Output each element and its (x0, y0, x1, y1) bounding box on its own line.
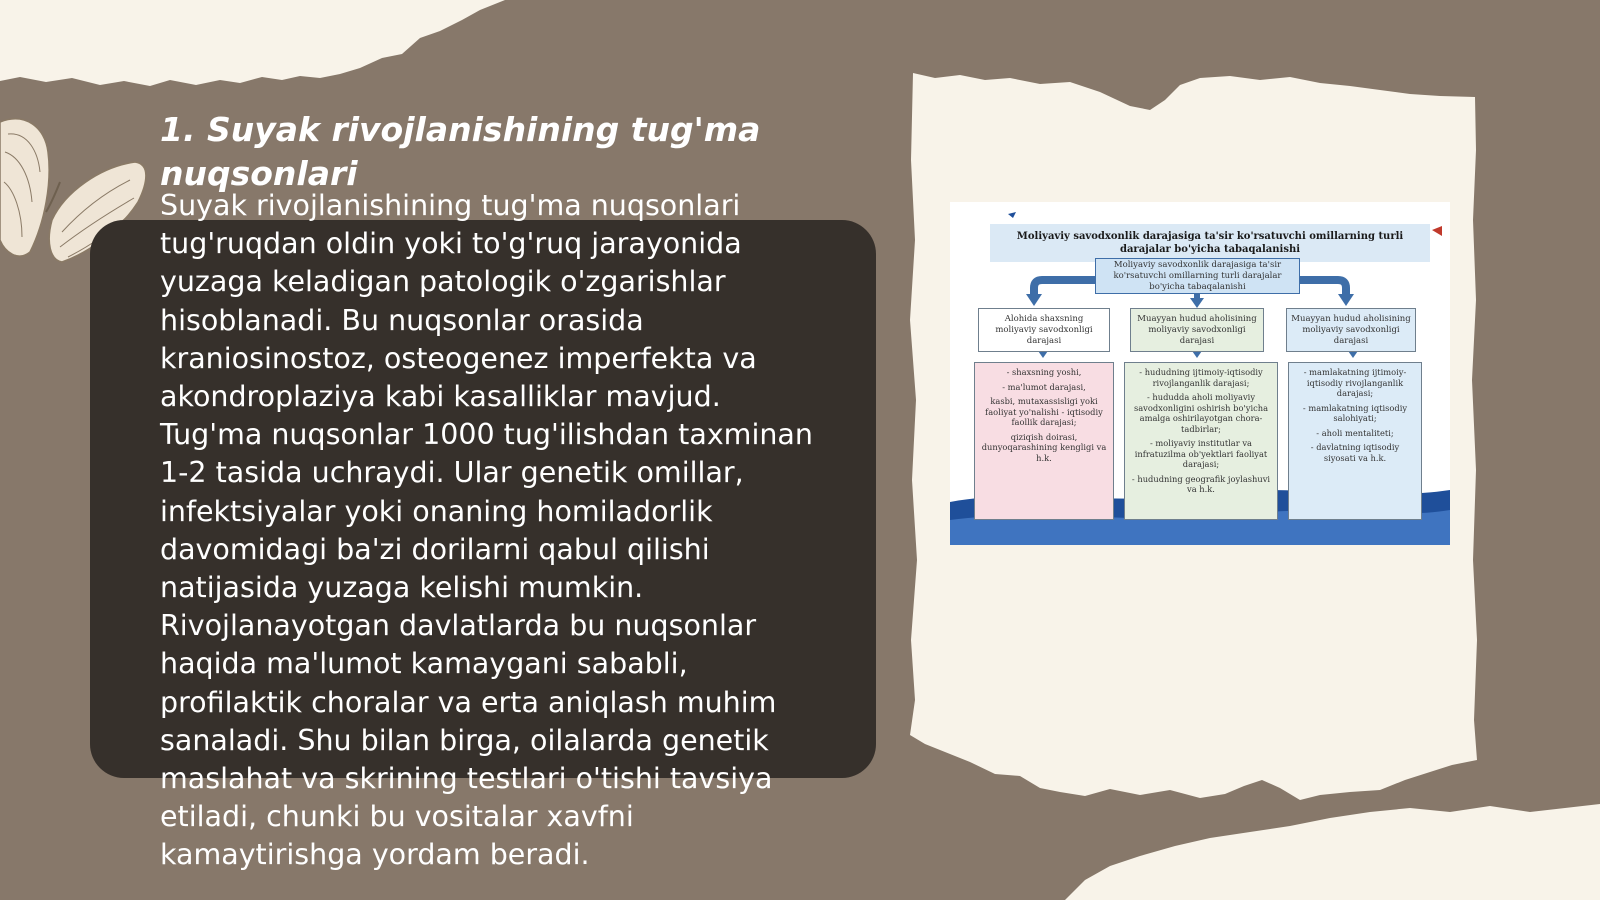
body-text: Suyak rivojlanishining tug'ma nuqsonlari tug'ruqdan oldin yoki to'g'ruq jarayonida yuzaga keladigan patologik o'zgarishlar hisoblanadi. Bu nuqsonlar orasida kraniosinostoz, osteogenez imperfekta va akondroplaziya kabi kasalliklar mavjud. Tug'ma nuqsonlar 1000 tug'ilishdan taxminan 1-2 tasida uchraydi. Ular genetik omillar, infektsiyalar yoki onaning homiladorlik davomidagi ba'zi dorilarni qabul qilishi natijasida yuzaga kelishi mumkin. Rivojlanayotgan davlatlarda bu nuqsonlar haqida ma'lumot kamaygani sababli, profilaktik choralar va erta aniqlash muhim sanaladi. Shu bilan birga, oilalarda genetik maslahat va skrining testlari o'tishi tavsiya etiladi, chunki bu vositalar xavfni kamaytirishga yordam beradi. (160, 189, 813, 872)
diagram-list-item: - mamlakatning iqtisodiy salohiyati; (1302, 402, 1408, 423)
diagram-list-item: - aholi mentaliteti; (1316, 427, 1394, 438)
diagram-list-item: - davlatning iqtisodiy siyosati va h.k. (1310, 442, 1400, 463)
diagram-list-item: - hududda aholi moliyaviy savodxonligini oshirish bo'yicha amalga oshirilayotgan chora-tadbirlar; (1133, 392, 1269, 434)
diagram-list-item: - shaxsning yoshi, (1006, 367, 1082, 377)
slide-title: 1. Suyak rivojlanishining tug'ma nuqsonlari (160, 110, 761, 193)
diagram-list-item: - moliyaviy institutlar va infratuzilma ob'yektlari faoliyat darajasi; (1134, 438, 1268, 469)
diagram-list-2 (1124, 362, 1278, 520)
diagram-image (950, 202, 1450, 545)
diagram-list-item: - mamlakatning ijtimoiy-iqtisodiy rivojlanganlik darajasi; (1303, 367, 1407, 398)
diagram-list-item: - hududning ijtimoiy-iqtisodiy rivojlanganlik darajasi; (1139, 367, 1263, 388)
arrow-left (1034, 280, 1095, 297)
diagram-level-1: Alohida shaxsning moliyaviy savodxonligi darajasi (978, 308, 1110, 352)
diagram-title: Moliyaviy savodxonlik darajasiga ta'sir ko'rsatuvchi omillarning turli darajalar bo'yicha tabaqalanishi (990, 224, 1430, 262)
pin-icon (1008, 212, 1016, 218)
diagram-level-3: Muayyan hudud aholisining moliyaviy savodxonligi darajasi (1286, 308, 1416, 352)
diagram-center-box: Moliyaviy savodxonlik darajasiga ta'sir ko'rsatuvchi omillarning turli darajalar bo'yicha tabaqalanishi (1095, 258, 1300, 294)
torn-paper-bottom-right (1065, 804, 1600, 900)
diagram-list-1 (974, 362, 1114, 520)
diagram-list-item: kasbi, mutaxassisligi yoki faoliyat yo'nalishi - iqtisodiy faollik darajasi; (985, 396, 1103, 427)
corner-mark-icon (1432, 226, 1442, 236)
diagram-list-item: qiziqish doirasi, dunyoqarashining kengligi va h.k. (981, 431, 1107, 463)
diagram-list-3 (1288, 362, 1422, 520)
torn-paper-top-left (0, 0, 505, 86)
diagram-list-item: - hududning geografik joylashuvi va h.k. (1131, 473, 1271, 494)
diagram-level-2: Muayyan hudud aholisining moliyaviy savodxonligi darajasi (1130, 308, 1264, 352)
diagram-list-item: - ma'lumot darajasi, (1002, 381, 1086, 392)
